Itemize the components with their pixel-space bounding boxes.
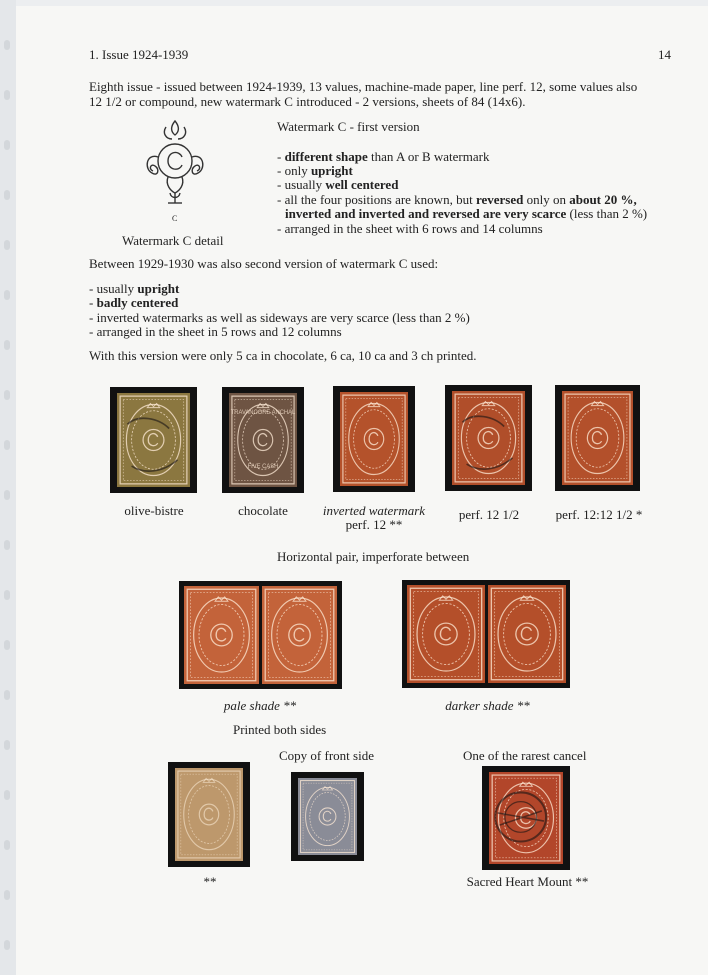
caption-printed-both-sides: **: [203, 874, 217, 889]
second-version-note: With this version were only 5 ca in chocolate, 6 ca, 10 ca and 3 ch printed.: [89, 348, 477, 363]
text: -: [277, 149, 285, 164]
stamp-design: [407, 585, 485, 683]
second-version-bullet-2: [89, 295, 178, 310]
stamp-printed-both-sides: [168, 762, 250, 867]
text: (less than 2 %): [566, 206, 648, 221]
copy-front-side-title: Copy of front side: [279, 748, 374, 763]
stamp-olive-bistre: [110, 387, 197, 493]
stamp-design: [452, 391, 525, 485]
text-bold: upright: [310, 163, 353, 178]
second-version-intro: Between 1929-1930 was also second version of watermark C used:: [89, 256, 439, 271]
stamp-sacred-heart-mount: [482, 766, 570, 870]
svg-text:FIVE CASH: FIVE CASH: [247, 464, 279, 471]
text-bold: badly centered: [96, 295, 179, 310]
stamp-design: [562, 391, 633, 485]
text-bold: about 20 %,: [569, 192, 637, 207]
caption-darker-shade: darker shade **: [445, 698, 530, 713]
caption-perf-12-1-2: perf. 12 1/2: [458, 507, 520, 522]
text-bold: inverted and inverted and reversed are very scarce: [285, 206, 567, 221]
watermark-title: Watermark C - first version: [277, 119, 420, 134]
pair-darker-shade: [402, 580, 570, 688]
watermark-bullet-1: [277, 149, 489, 164]
text-bold: well centered: [325, 177, 399, 192]
watermark-bullet-5: - arranged in the sheet with 6 rows and 14 columns: [277, 221, 543, 236]
stamp-design: [340, 392, 408, 486]
text: - all the four positions are known, but: [277, 192, 476, 207]
stamp-design: [229, 393, 297, 487]
text-bold: reversed: [475, 192, 524, 207]
watermark-caption: Watermark C detail: [122, 233, 224, 248]
caption-perf-12: perf. 12 **: [345, 517, 403, 532]
watermark-bullet-2: [277, 163, 353, 178]
stamp-design: [175, 768, 243, 861]
text: -: [89, 295, 97, 310]
stamp-perf-12-12-1-2: [555, 385, 640, 491]
text: - usually: [277, 177, 326, 192]
binder-holes: [0, 0, 16, 975]
stamp-design: [298, 778, 357, 855]
caption-olive-bistre: olive-bistre: [124, 503, 184, 518]
printed-both-sides-title: Printed both sides: [233, 722, 327, 737]
text: - only: [277, 163, 311, 178]
text-bold: different shape: [284, 149, 368, 164]
rare-cancel-title: One of the rarest cancel: [463, 748, 587, 763]
stamp-perf-12-1-2: [445, 385, 532, 491]
caption-chocolate: chocolate: [238, 503, 288, 518]
watermark-letter: C: [172, 214, 178, 223]
stamp-copy-front-side: [291, 772, 364, 861]
text: - usually: [89, 281, 138, 296]
pair-pale-shade: [179, 581, 342, 689]
stamp-inverted-watermark: [333, 386, 415, 492]
text: than A or B watermark: [367, 149, 490, 164]
stamp-chocolate: [222, 387, 304, 493]
stamp-design: [489, 772, 563, 864]
intro-line-1: Eighth issue - issued between 1924-1939, 13 values, machine-made paper, line perf. 12, some values also: [89, 79, 638, 94]
second-version-bullet-4: - arranged in the sheet in 5 rows and 12 columns: [89, 324, 342, 339]
text: only on: [523, 192, 570, 207]
intro-line-2: 12 1/2 or compound, new watermark C introduced - 2 versions, sheets of 84 (14x6).: [89, 94, 526, 109]
watermark-bullet-3: [277, 177, 398, 192]
watermark-c-drawing: [138, 117, 212, 225]
svg-text:TRAVANCORE ANCHAL: TRAVANCORE ANCHAL: [230, 409, 296, 416]
stamp-design: [184, 586, 259, 684]
second-version-bullet-3: - inverted watermarks as well as sideways are very scarce (less than 2 %): [89, 310, 470, 325]
caption-perf-12-12-1-2: perf. 12:12 1/2 *: [555, 507, 643, 522]
text-bold: upright: [137, 281, 180, 296]
watermark-bullet-4: [277, 192, 637, 207]
caption-pale-shade: pale shade **: [223, 698, 297, 713]
section-title: 1. Issue 1924-1939: [89, 47, 189, 62]
caption-sacred-heart-mount: Sacred Heart Mount **: [466, 874, 589, 889]
stamp-design: [488, 585, 566, 683]
watermark-bullet-4-cont: [285, 206, 647, 221]
page-number: 14: [658, 47, 671, 62]
stamp-design: [262, 586, 337, 684]
stamp-design: [117, 393, 190, 487]
second-version-bullet-1: [89, 281, 179, 296]
pairs-title: Horizontal pair, imperforate between: [277, 549, 470, 564]
caption-inverted-watermark: inverted watermark: [322, 503, 426, 518]
